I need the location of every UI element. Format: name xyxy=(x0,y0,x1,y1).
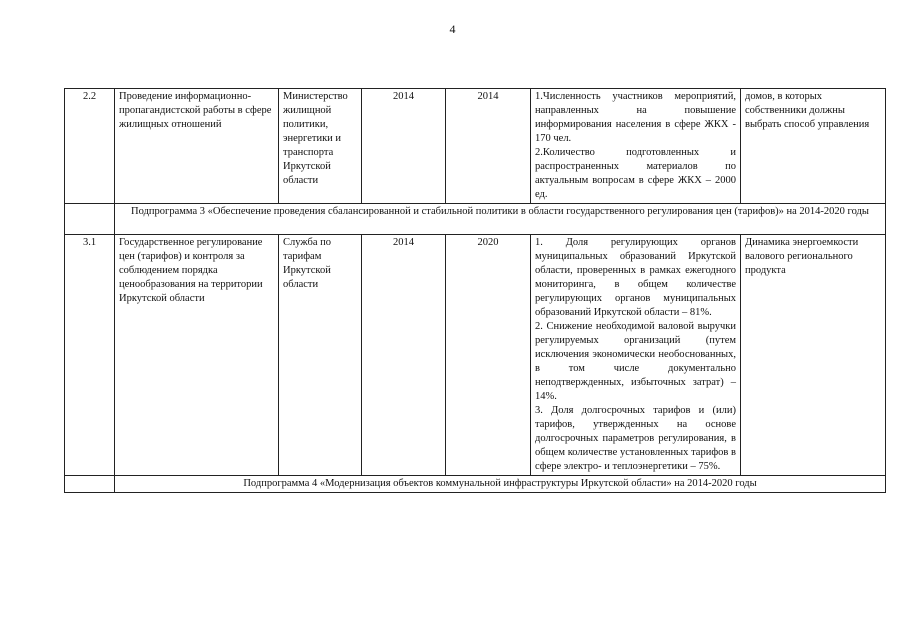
year-end-cell: 2014 xyxy=(446,89,531,204)
indicator-cell: Динамика энергоемкости валового регионального продукта xyxy=(741,235,886,476)
row-number: 3.1 xyxy=(65,235,115,476)
result-paragraph: 2. Снижение необходимой валовой выручки регулируемых организаций (путем исключения экономически необоснованных, в том числе документально неподтвержденных, избыточных затрат) – 14%. xyxy=(535,321,736,402)
page-number: 4 xyxy=(449,22,456,36)
year-end-cell: 2020 xyxy=(446,235,531,476)
executor-cell: Служба по тарифам Иркутской области xyxy=(279,235,362,476)
executor-cell: Министерство жилищной политики, энергетики и транспорта Иркутской области xyxy=(279,89,362,204)
subprogram-row xyxy=(65,204,886,235)
empty-cell xyxy=(65,476,115,493)
program-table xyxy=(64,88,886,493)
table-row xyxy=(65,235,886,476)
indicator-cell: домов, в которых собственники должны выбрать способ управления xyxy=(741,89,886,204)
subprogram-row xyxy=(65,476,886,493)
table-row xyxy=(65,89,886,204)
year-start-cell: 2014 xyxy=(362,89,446,204)
subprogram-3-title: Подпрограмма 3 «Обеспечение проведения сбалансированной и стабильной политики в области государственного регулирования цен (тарифов)» на 2014-2020 годы xyxy=(115,204,886,235)
result-paragraph: 3. Доля долгосрочных тарифов и (или) тарифов, утвержденных на основе долгосрочных параметров регулирования, в общем количестве установленных тарифов в сфере электро- и теплоэнергетики – 75%. xyxy=(535,405,736,472)
row-number: 2.2 xyxy=(65,89,115,204)
activity-cell: Государственное регулирование цен (тарифов) и контроля за соблюдением порядка ценообразования на территории Иркутской области xyxy=(115,235,279,476)
results-cell xyxy=(531,89,741,204)
year-start-cell: 2014 xyxy=(362,235,446,476)
activity-cell: Проведение информационно-пропагандистской работы в сфере жилищных отношений xyxy=(115,89,279,204)
result-paragraph: 2.Количество подготовленных и распространенных материалов по актуальным вопросам в сфере ЖКХ – 2000 ед. xyxy=(535,147,736,200)
subprogram-4-title: Подпрограмма 4 «Модернизация объектов коммунальной инфраструктуры Иркутской области» на 2014-2020 годы xyxy=(115,476,886,493)
result-paragraph: 1. Доля регулирующих органов муниципальных образований Иркутской области, проверенных в рамках ежегодного мониторинга, в общем количестве регулирующих органов муниципальных образований Иркутской области – 81%. xyxy=(535,237,736,318)
empty-cell xyxy=(65,204,115,235)
result-paragraph: 1.Численность участников мероприятий, направленных на повышение информирования населения в сфере ЖКХ - 170 чел. xyxy=(535,91,736,144)
results-cell xyxy=(531,235,741,476)
